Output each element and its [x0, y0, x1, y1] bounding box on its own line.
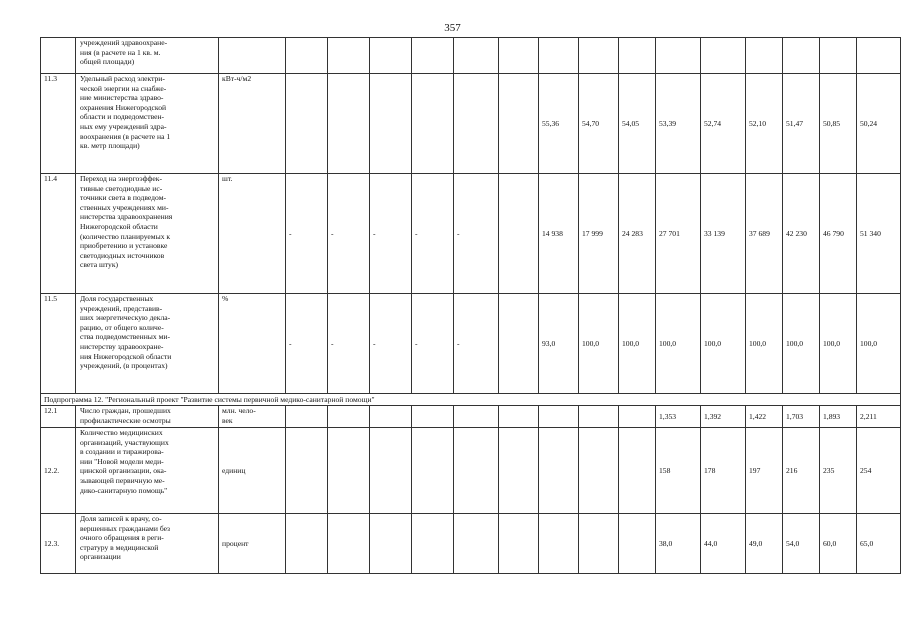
value-cell: [820, 38, 857, 74]
unit-cell: единиц: [219, 428, 286, 514]
value-cell: 100,0: [820, 294, 857, 394]
value-cell: [619, 514, 656, 574]
value-cell: 65,0: [857, 514, 901, 574]
indicator-name-line: стратуру в медицинской: [80, 542, 159, 552]
indicator-name-line: ших энергетическую декла-: [80, 313, 171, 323]
value-cell: 52,10: [746, 74, 783, 174]
value-cell: 100,0: [579, 294, 619, 394]
value-cell: [499, 428, 539, 514]
indicator-name-line: в создании и тиражирова-: [80, 447, 164, 457]
value-cell: [499, 294, 539, 394]
value-cell: [619, 38, 656, 74]
value-cell: 49,0: [746, 514, 783, 574]
value-cell: 197: [746, 428, 783, 514]
value-cell: 100,0: [783, 294, 820, 394]
value-cell: [412, 406, 454, 428]
indicator-name: [76, 514, 219, 574]
indicator-name-line: ных ему учреждений здра-: [80, 121, 167, 131]
value-cell: 44,0: [701, 514, 746, 574]
indicator-name: [76, 38, 219, 74]
value-cell: [328, 74, 370, 174]
value-cell: 54,70: [579, 74, 619, 174]
value-cell: 37 689: [746, 174, 783, 294]
value-cell: [619, 406, 656, 428]
value-cell: [412, 428, 454, 514]
indicator-name-line: ния (в расчете на 1 кв. м.: [80, 47, 161, 57]
value-cell: [412, 74, 454, 174]
indicator-name-line: дико-санитарную помощь": [80, 485, 168, 495]
value-cell: 100,0: [701, 294, 746, 394]
value-cell: [328, 514, 370, 574]
page-number: 357: [444, 22, 461, 34]
indicator-name-line: Доля записей к врачу, со-: [80, 514, 162, 523]
row-index: 12.2.: [41, 428, 76, 514]
indicator-name-line: учреждений, представив-: [80, 303, 163, 313]
value-cell: [370, 74, 412, 174]
value-cell: 52,74: [701, 74, 746, 174]
indicator-name-line: Нижегородской области: [80, 221, 158, 231]
value-cell: 2,211: [857, 406, 901, 428]
value-cell: 51,47: [783, 74, 820, 174]
indicator-name-line: ства подведомственных ми-: [80, 332, 171, 342]
value-cell: [746, 38, 783, 74]
value-cell: 50,24: [857, 74, 901, 174]
indicator-name-line: (количество планируемых к: [80, 231, 171, 241]
subprogram-title: Подпрограмма 12. "Региональный проект "Развитие системы первичной медико-санитарной помощи": [41, 394, 901, 406]
value-cell: [370, 514, 412, 574]
indicator-name-line: ние министерства здраво-: [80, 93, 164, 103]
indicator-name-line: организаций, участвующих: [80, 437, 169, 447]
value-cell: 50,85: [820, 74, 857, 174]
value-cell: 54,0: [783, 514, 820, 574]
value-cell: 1,893: [820, 406, 857, 428]
unit-cell: шт.: [219, 174, 286, 294]
row-index: 11.5: [41, 294, 76, 394]
table-row: [41, 406, 901, 428]
table-row: [41, 38, 901, 74]
table-row: [41, 428, 901, 514]
table-row: [41, 174, 901, 294]
unit-cell: процент: [219, 514, 286, 574]
indicator-name-line: ческой энергии на снабже-: [80, 83, 167, 93]
value-cell: 60,0: [820, 514, 857, 574]
value-cell: -: [328, 294, 370, 394]
indicator-name-line: учреждений здравоохране-: [80, 38, 168, 47]
indicator-name-line: Доля государственных: [80, 294, 154, 303]
value-cell: [370, 38, 412, 74]
value-cell: [454, 74, 499, 174]
row-index: 11.3: [41, 74, 76, 174]
value-cell: 55,36: [539, 74, 579, 174]
value-cell: [499, 514, 539, 574]
indicator-name-line: воохранения (в расчете на 1: [80, 131, 171, 141]
indicator-name-line: ния Нижегородской области: [80, 351, 172, 361]
value-cell: 53,39: [656, 74, 701, 174]
value-cell: -: [370, 294, 412, 394]
value-cell: [454, 406, 499, 428]
value-cell: 1,353: [656, 406, 701, 428]
indicator-name-line: Удельный расход электри-: [80, 74, 165, 83]
unit-cell: кВт-ч/м2: [219, 74, 286, 174]
indicator-name-line: цинской организации, ока-: [80, 466, 167, 476]
value-cell: 100,0: [857, 294, 901, 394]
value-cell: -: [454, 294, 499, 394]
indicator-name-line: профилактические осмотры: [80, 415, 171, 425]
indicator-name-line: нистерству здравоохране-: [80, 341, 164, 351]
value-cell: [412, 38, 454, 74]
indicator-name-line: очного обращения в реги-: [80, 533, 164, 543]
indicator-name: [76, 294, 219, 394]
row-index: 12.3.: [41, 514, 76, 574]
unit-cell: [219, 38, 286, 74]
value-cell: 1,422: [746, 406, 783, 428]
value-cell: 46 790: [820, 174, 857, 294]
value-cell: [539, 38, 579, 74]
value-cell: 100,0: [656, 294, 701, 394]
value-cell: 54,05: [619, 74, 656, 174]
value-cell: 33 139: [701, 174, 746, 294]
value-cell: [286, 406, 328, 428]
indicator-name-line: Переход на энергоэффек-: [80, 174, 163, 183]
indicator-name-line: зывающей первичную ме-: [80, 475, 165, 485]
table-row: [41, 74, 901, 174]
value-cell: [857, 38, 901, 74]
value-cell: -: [328, 174, 370, 294]
value-cell: [286, 74, 328, 174]
value-cell: [454, 428, 499, 514]
value-cell: [499, 174, 539, 294]
value-cell: 93,0: [539, 294, 579, 394]
value-cell: -: [412, 174, 454, 294]
value-cell: [499, 38, 539, 74]
indicator-name-line: света штук): [80, 260, 119, 270]
value-cell: 1,703: [783, 406, 820, 428]
value-cell: [454, 38, 499, 74]
value-cell: [499, 406, 539, 428]
value-cell: 14 938: [539, 174, 579, 294]
indicator-name-line: кв. метр площади): [80, 141, 140, 151]
value-cell: [539, 428, 579, 514]
value-cell: [783, 38, 820, 74]
value-cell: [412, 514, 454, 574]
value-cell: [539, 514, 579, 574]
indicator-name-line: общей площади): [80, 57, 135, 67]
value-cell: 100,0: [619, 294, 656, 394]
value-cell: 17 999: [579, 174, 619, 294]
value-cell: 178: [701, 428, 746, 514]
value-cell: [286, 514, 328, 574]
indicator-name-line: нистерства здравоохранения: [80, 212, 173, 222]
indicator-name: [76, 174, 219, 294]
value-cell: [454, 514, 499, 574]
indicator-name-line: рацию, от общего количе-: [80, 322, 164, 332]
unit-cell: %: [219, 294, 286, 394]
row-index: 11.4: [41, 174, 76, 294]
indicator-name: [76, 428, 219, 514]
value-cell: 42 230: [783, 174, 820, 294]
value-cell: [328, 428, 370, 514]
indicator-name: [76, 406, 219, 428]
value-cell: [370, 428, 412, 514]
value-cell: -: [370, 174, 412, 294]
indicator-name-line: вершенных гражданами без: [80, 523, 171, 533]
value-cell: -: [286, 294, 328, 394]
unit-cell: млн. чело- век: [219, 406, 286, 428]
indicator-name-line: Количество медицинских: [80, 428, 163, 437]
indicator-name-line: ственных учреждениях ми-: [80, 202, 169, 212]
value-cell: 24 283: [619, 174, 656, 294]
value-cell: 216: [783, 428, 820, 514]
value-cell: [656, 38, 701, 74]
indicator-name: [76, 74, 219, 174]
value-cell: 100,0: [746, 294, 783, 394]
value-cell: 235: [820, 428, 857, 514]
value-cell: -: [412, 294, 454, 394]
value-cell: [579, 406, 619, 428]
indicator-name-line: охранения Нижегородской: [80, 102, 167, 112]
indicator-name-line: светодиодных источников: [80, 250, 165, 260]
value-cell: [370, 406, 412, 428]
value-cell: 158: [656, 428, 701, 514]
value-cell: [579, 514, 619, 574]
indicator-name-line: приобретению и установке: [80, 241, 168, 251]
table-row: [41, 294, 901, 394]
value-cell: [499, 74, 539, 174]
value-cell: [328, 38, 370, 74]
value-cell: [286, 428, 328, 514]
indicators-table: [40, 37, 901, 574]
value-cell: 27 701: [656, 174, 701, 294]
value-cell: [286, 38, 328, 74]
indicator-name-line: учреждений, (в процентах): [80, 361, 168, 371]
value-cell: 1,392: [701, 406, 746, 428]
value-cell: [701, 38, 746, 74]
value-cell: [579, 428, 619, 514]
value-cell: 51 340: [857, 174, 901, 294]
row-index: [41, 38, 76, 74]
indicator-name-line: организации: [80, 552, 121, 562]
value-cell: 38,0: [656, 514, 701, 574]
indicator-name-line: тивные светодиодные ис-: [80, 183, 163, 193]
indicator-name-line: Число граждан, прошедших: [80, 406, 171, 415]
value-cell: [328, 406, 370, 428]
table-row: [41, 514, 901, 574]
indicator-name-line: нии "Новой модели меди-: [80, 456, 164, 466]
row-index: 12.1: [41, 406, 76, 428]
value-cell: -: [286, 174, 328, 294]
indicator-name-line: точники света в подведом-: [80, 193, 167, 203]
value-cell: [539, 406, 579, 428]
value-cell: [579, 38, 619, 74]
value-cell: [619, 428, 656, 514]
indicator-name-line: области и подведомствен-: [80, 112, 165, 122]
subprogram-row: [41, 394, 901, 406]
value-cell: 254: [857, 428, 901, 514]
value-cell: -: [454, 174, 499, 294]
